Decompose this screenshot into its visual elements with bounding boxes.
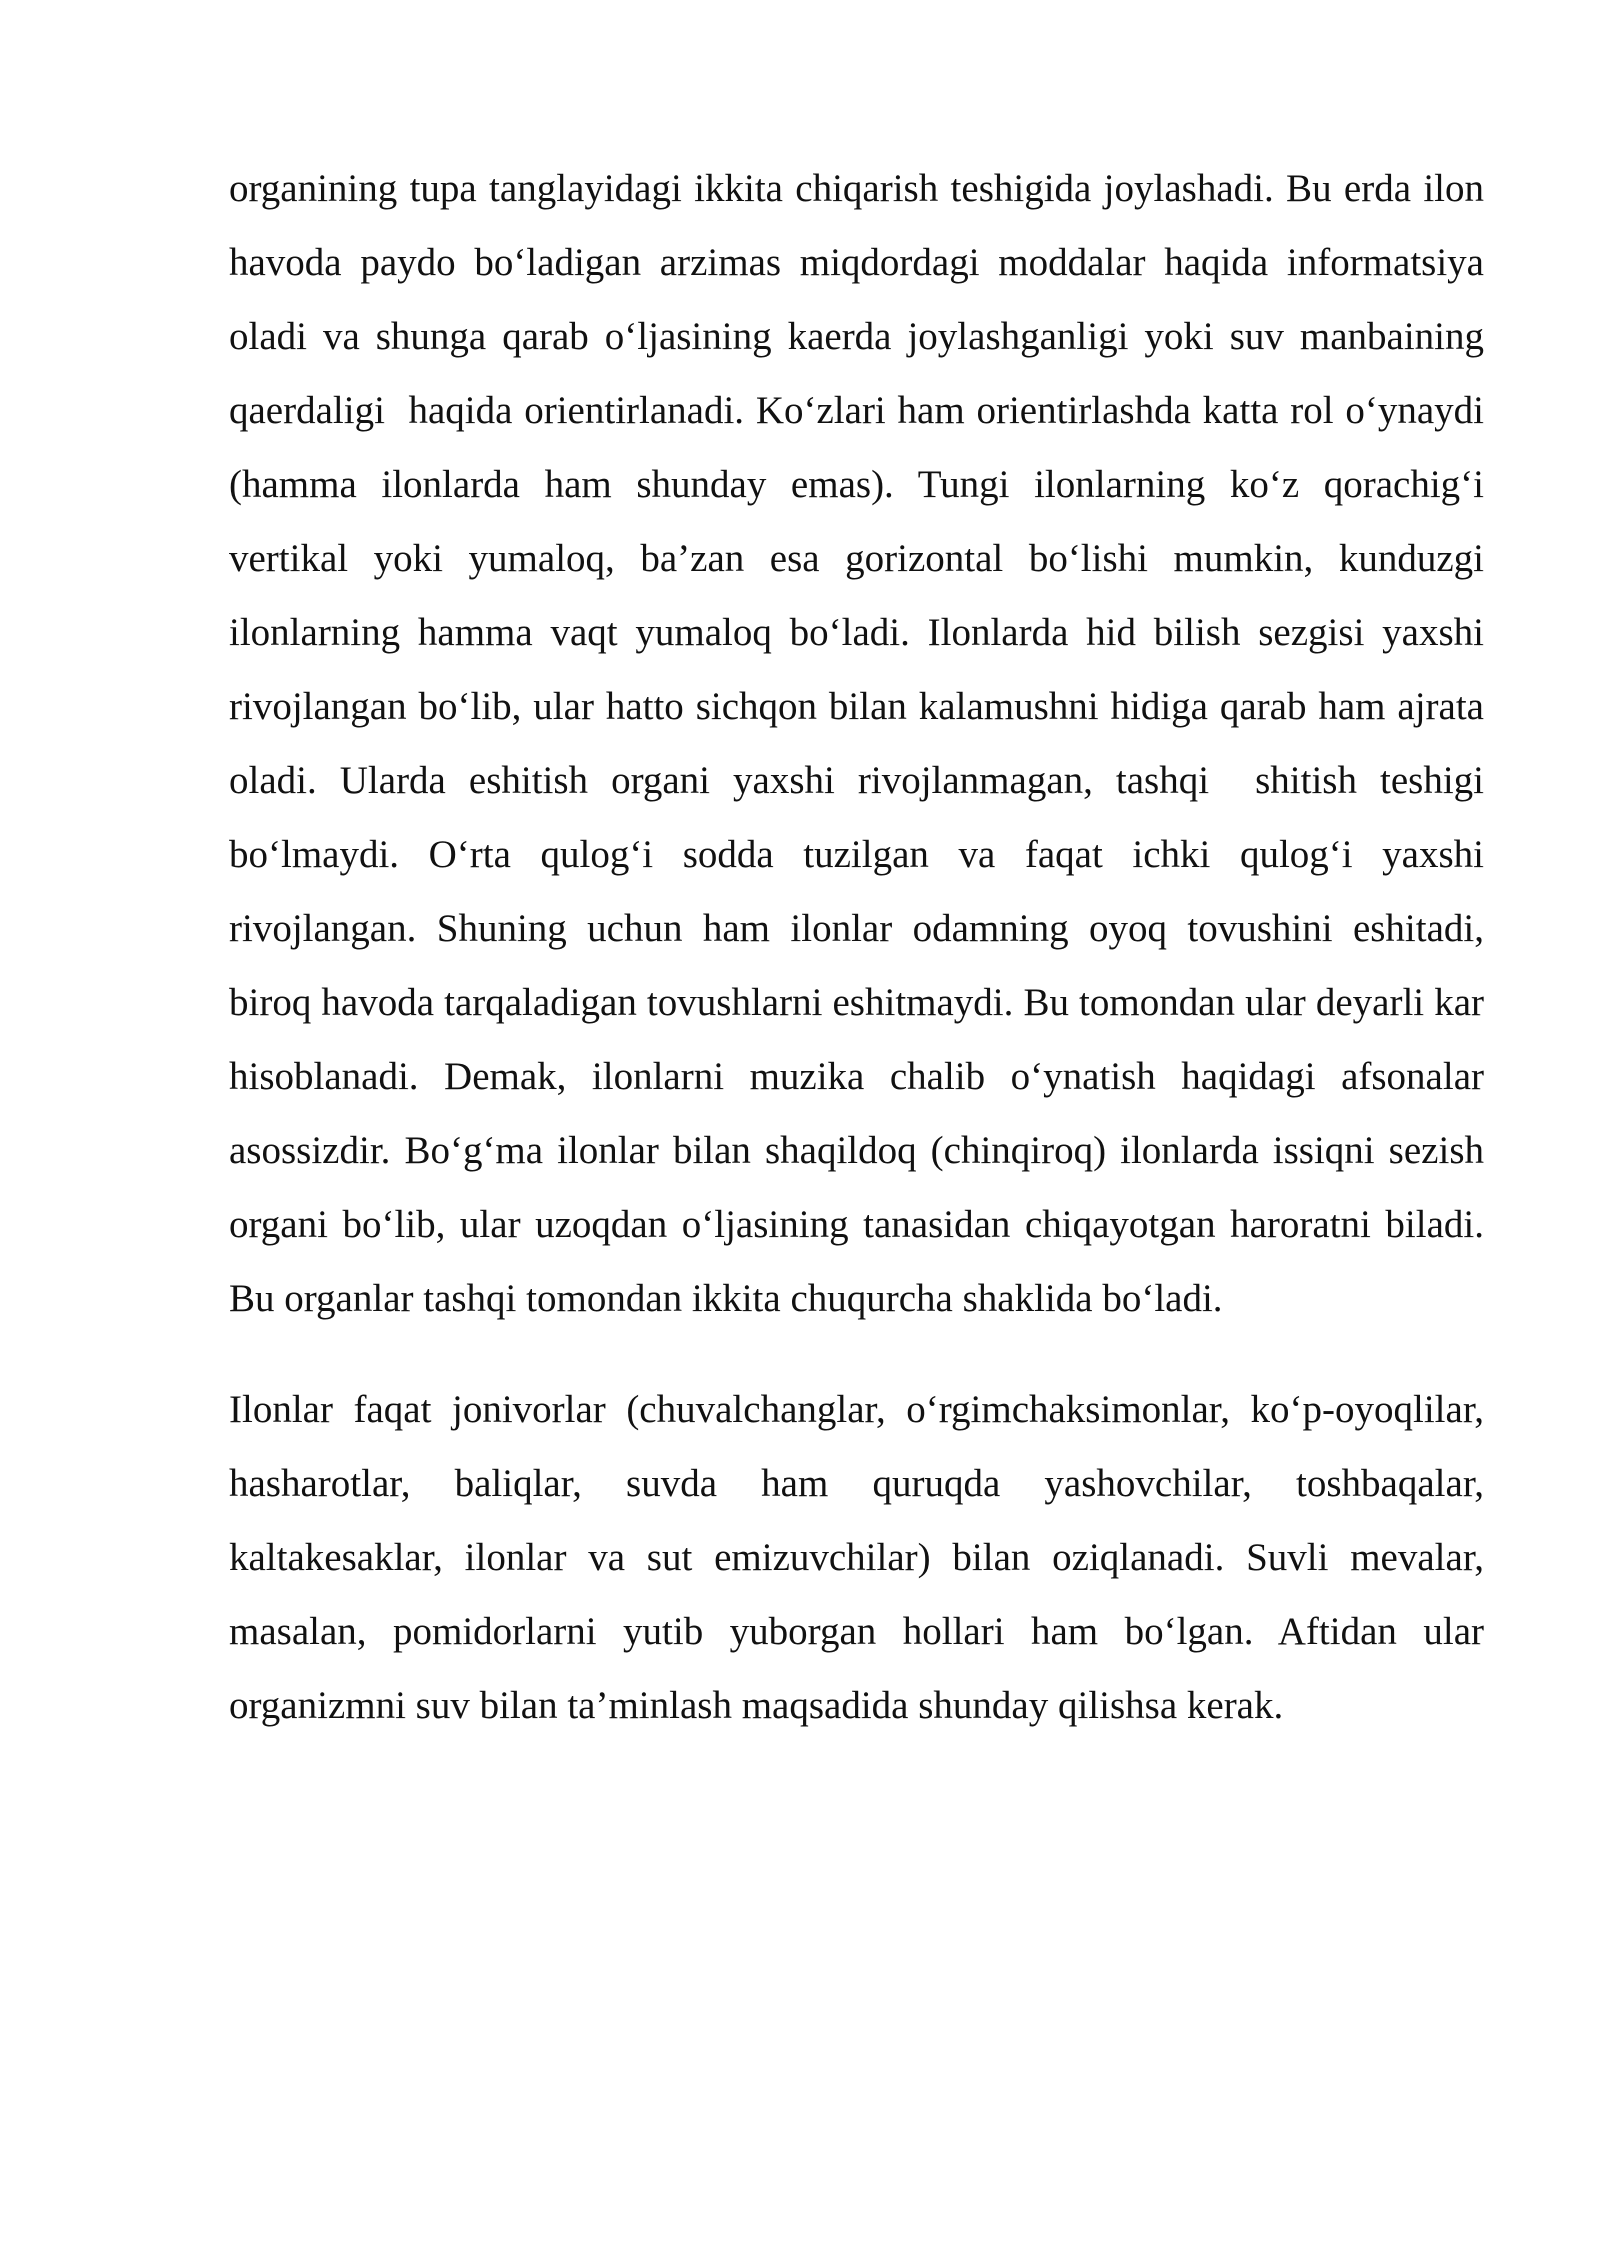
paragraph-2: Ilonlar faqat jonivorlar (chuvalchanglar, o‘rgimchaksimonlar, ko‘p-oyoqlilar, hasharotlar, baliqlar, suvda ham quruqda yashovchilar, toshbaqalar, kaltakesaklar, ilonlar va sut emizuvchilar) bilan oziqlanadi. Suvli mevalar, masalan, pomidorlarni yutib yuborgan hollari ham bo‘lgan. Aftidan ular organizmni suv bilan ta’minlash maqsadida shunday qilishsa kerak.: [229, 1388, 1494, 1727]
paragraph-1: organining tupa tanglayidagi ikkita chiqarish teshigida joylashadi. Bu erda ilon havoda paydo bo‘ladigan arzimas miqdordagi moddalar haqida informatsiya oladi va shunga qarab o‘ljasining kaerda joylashganligi yoki suv manbaining qaerdaligi haqida orientirlanadi. Ko‘zlari ham orientirlashda katta rol o‘ynaydi (hamma ilonlarda ham shunday emas). Tungi ilonlarning ko‘z qorachig‘i vertikal yoki yumaloq, ba’zan esa gorizontal bo‘lishi mumkin, kunduzgi ilonlarning hamma vaqt yumaloq bo‘ladi. Ilonlarda hid bilish sezgisi yaxshi rivojlangan bo‘lib, ular hatto sichqon bilan kalamushni hidiga qarab ham ajrata oladi. Ularda eshitish organi yaxshi rivojlanmagan, tashqi shitish teshigi bo‘lmaydi. O‘rta qulog‘i sodda tuzilgan va faqat ichki qulog‘i yaxshi rivojlangan. Shuning uchun ham ilonlar odamning oyoq tovushini eshitadi, biroq havoda tarqaladigan tovushlarni eshitmaydi. Bu tomondan ular deyarli kar hisoblanadi. Demak, ilonlarni muzika chalib o‘ynatish haqidagi afsonalar asossizdir. Bo‘g‘ma ilonlar bilan shaqildoq (chinqiroq) ilonlarda issiqni sezish organi bo‘lib, ular uzoqdan o‘ljasining tanasidan chiqayotgan haroratni biladi. Bu organlar tashqi tomondan ikkita chuqurcha shaklida bo‘ladi.: [229, 167, 1494, 1320]
document-page: [229, 152, 1494, 1743]
